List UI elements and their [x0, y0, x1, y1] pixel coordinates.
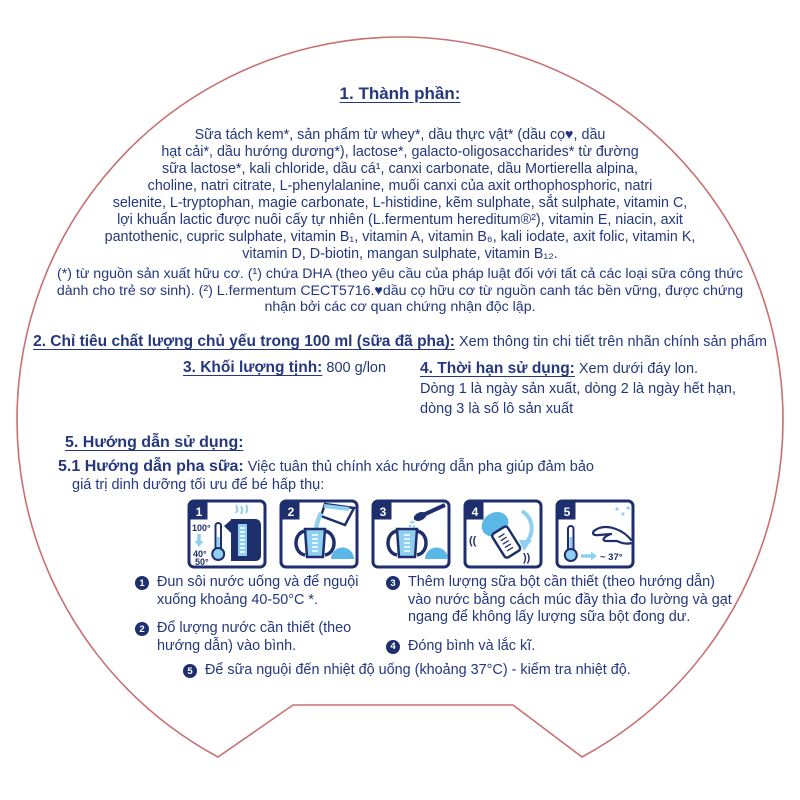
section5-title [65, 434, 244, 452]
kettle-icon [187, 499, 267, 569]
ingredients-line: hạt cải*, dầu hướng dương*), lactose*, galacto-oligosaccharides* từ đường [161, 144, 639, 160]
section4-expiry [420, 359, 760, 419]
step-item-1 [135, 574, 387, 609]
section1-title-text: 1. Thành phần: [339, 84, 461, 103]
ingredients-line: Sữa tách kem*, sản phẩm từ whey*, dầu thực vật* (dầu cọ♥, dầu [194, 127, 606, 143]
section4-value: Xem dưới đáy lon. [578, 361, 699, 377]
svg-text:~ 37°: ~ 37° [600, 552, 623, 563]
ingredients-line: pantothenic, cupric sulphate, vitamin B₁, vitamin A, vitamin B₆, kali iodate, axit folic, vitamin K, [104, 229, 696, 245]
svg-text:3: 3 [379, 505, 387, 519]
section2-quality [0, 333, 800, 351]
section51-intro1: Việc tuân thủ chính xác hướng dẫn pha giúp đảm bảo [247, 459, 594, 475]
steps-column-left [135, 574, 387, 666]
section3-value: 800 g/lon [326, 360, 387, 376]
svg-text:40°: 40° [193, 549, 207, 559]
section3-net-weight [183, 359, 386, 377]
svg-text:50°: 50° [195, 557, 209, 567]
step-item-3 [386, 574, 734, 627]
ingredients-footnote [52, 266, 748, 316]
section4-line3: dòng 3 là số lô sản xuất [420, 401, 574, 417]
section4-line1 [420, 359, 760, 379]
svg-text:)): )) [523, 552, 531, 564]
step-item-5 [183, 662, 631, 680]
svg-text:4: 4 [471, 505, 479, 519]
temperature-check-icon [555, 499, 635, 569]
section4-title: 4. Thời hạn sử dụng: [420, 360, 575, 377]
step-number-badge: 2 [135, 622, 149, 636]
add-powder-icon [371, 499, 451, 569]
section5-title-text: 5. Hướng dẫn sử dụng: [65, 434, 244, 451]
section51-title: 5.1 Hướng dẫn pha sữa: [58, 458, 244, 475]
panel-step4 [463, 499, 543, 569]
panel-step3 [371, 499, 451, 569]
step-text: Đun sôi nước uống và để nguội xuống khoảng 40-50°C *. [157, 574, 359, 608]
svg-text:1: 1 [195, 505, 203, 519]
step-number-badge: 5 [183, 664, 197, 678]
ingredients-line: selenite, L-tryptophan, magie carbonate, L-histidine, kẽm sulphate, sắt sulphate, vitamin C, [112, 195, 688, 211]
step-item-2 [135, 620, 387, 655]
section2-value: Xem thông tin chi tiết trên nhãn chính sản phẩm [459, 334, 767, 350]
svg-text:2: 2 [287, 505, 295, 519]
step-text: Thêm lượng sữa bột cần thiết (theo hướng dẫn) vào nước bằng cách múc đầy thìa đo lường và gạt ngang để không lấy lượng sữa bột đong dư. [408, 574, 732, 625]
svg-text:5: 5 [563, 505, 571, 519]
instruction-panels [187, 499, 635, 569]
step-text: Đổ lượng nước cần thiết (theo hướng dẫn) vào bình. [157, 620, 352, 654]
section51-intro2: giá trị dinh dưỡng tối ưu để bé hấp thụ: [72, 477, 325, 493]
panel-step1 [187, 499, 267, 569]
step-item-4 [386, 638, 734, 656]
step-text: Để sữa nguội đến nhiệt độ uống (khoảng 37°C) - kiểm tra nhiệt độ. [205, 662, 631, 678]
section51-line1 [58, 458, 594, 476]
ingredients-line: sữa lactose*, kali chloride, dầu cá¹, canxi carbonate, dầu Mortierella alpina, [161, 161, 639, 177]
shake-bottle-icon [463, 499, 543, 569]
section4-line2: Dòng 1 là ngày sản xuất, dòng 2 là ngày hết hạn, [420, 381, 737, 397]
section1-title [0, 84, 800, 104]
footnote-line: (*) từ nguồn sản xuất hữu cơ. (¹) chứa DHA (theo yêu cầu của pháp luật đối với tất cả các loại sữa công thức [57, 266, 743, 282]
svg-text:100°: 100° [192, 523, 211, 533]
step-number-badge: 4 [386, 640, 400, 654]
step-text: Đóng bình và lắc kĩ. [408, 637, 536, 654]
panel-step5 [555, 499, 635, 569]
pour-water-icon [279, 499, 359, 569]
svg-text:((: (( [469, 535, 477, 547]
steps-column-right [386, 574, 734, 666]
panel-step2 [279, 499, 359, 569]
footnote-line: nhận bởi các cơ quan chứng nhận độc lập. [264, 299, 536, 315]
footnote-line: dành cho trẻ sơ sinh). (²) L.fermentum CECT5716.♥dầu cọ hữu cơ từ nguồn canh tác bền vững, được chứng [56, 282, 744, 299]
step-number-badge: 3 [386, 576, 400, 590]
section2-title: 2. Chỉ tiêu chất lượng chủ yếu trong 100 ml (sữa đã pha): [33, 333, 455, 350]
ingredients-paragraph [100, 127, 700, 263]
ingredients-line: vitamin D, D-biotin, mangan sulphate, vitamin B₁₂. [242, 246, 558, 262]
section3-title: 3. Khối lượng tịnh: [183, 359, 323, 376]
ingredients-line: lợi khuẩn lactic được nuôi cấy tự nhiên (L.fermentum hereditum®²), vitamin E, niacin, axit [117, 212, 683, 228]
step-number-badge: 1 [135, 576, 149, 590]
ingredients-line: choline, natri citrate, L-phenylalanine, muối canxi của axit orthophosphoric, natri [147, 178, 653, 194]
